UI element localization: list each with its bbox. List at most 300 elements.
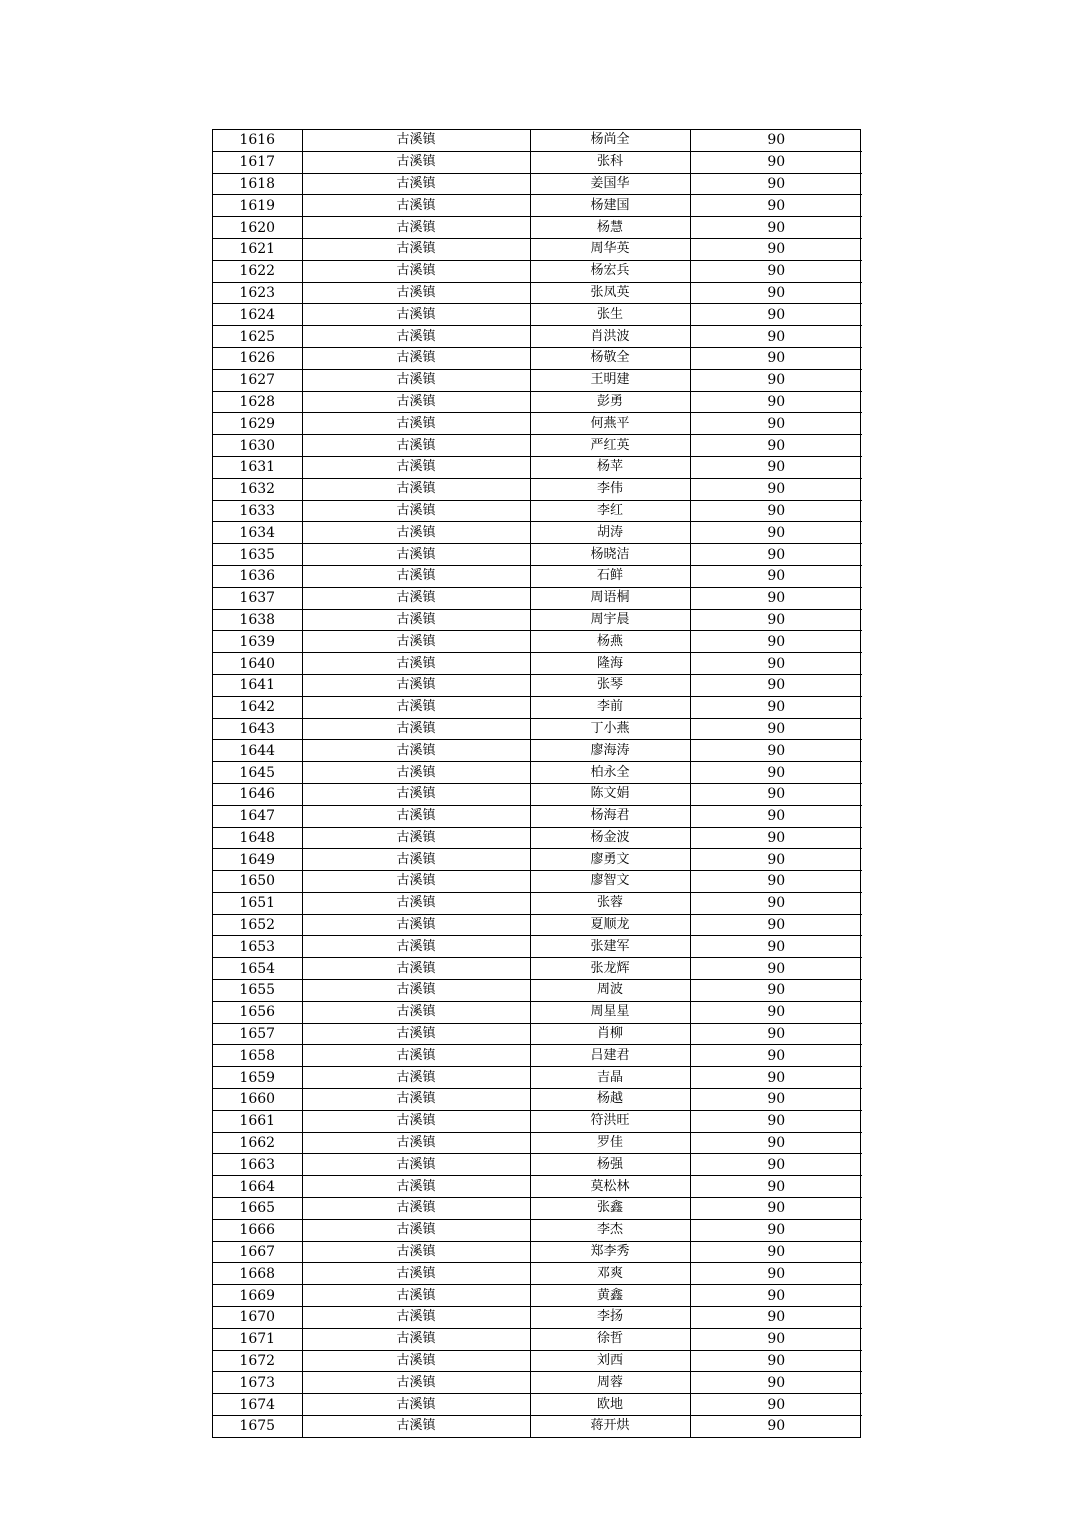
name-cell: 周宇晨 bbox=[530, 609, 690, 631]
table-row bbox=[213, 260, 862, 282]
score-cell: 90 bbox=[690, 435, 862, 457]
score-cell: 90 bbox=[690, 1328, 862, 1350]
score-cell: 90 bbox=[690, 391, 862, 413]
name-cell: 李红 bbox=[530, 500, 690, 522]
row-number-cell: 1635 bbox=[213, 544, 302, 566]
name-cell: 胡涛 bbox=[530, 522, 690, 544]
score-cell: 90 bbox=[690, 718, 862, 740]
row-number-cell: 1669 bbox=[213, 1285, 302, 1307]
town-cell: 古溪镇 bbox=[302, 1350, 530, 1372]
score-cell: 90 bbox=[690, 1154, 862, 1176]
table-row bbox=[213, 1154, 862, 1176]
town-cell: 古溪镇 bbox=[302, 914, 530, 936]
score-cell: 90 bbox=[690, 1176, 862, 1198]
table-row bbox=[213, 413, 862, 435]
town-cell: 古溪镇 bbox=[302, 762, 530, 784]
name-cell: 莫松林 bbox=[530, 1176, 690, 1198]
name-cell: 刘西 bbox=[530, 1350, 690, 1372]
table-row bbox=[213, 1001, 862, 1023]
row-number-cell: 1637 bbox=[213, 587, 302, 609]
row-number-cell: 1646 bbox=[213, 783, 302, 805]
table-row bbox=[213, 805, 862, 827]
town-cell: 古溪镇 bbox=[302, 478, 530, 500]
row-number-cell: 1661 bbox=[213, 1110, 302, 1132]
row-number-cell: 1670 bbox=[213, 1307, 302, 1329]
table-row bbox=[213, 435, 862, 457]
table-row bbox=[213, 653, 862, 675]
row-number-cell: 1616 bbox=[213, 130, 302, 151]
score-cell: 90 bbox=[690, 849, 862, 871]
row-number-cell: 1655 bbox=[213, 980, 302, 1002]
table-row bbox=[213, 326, 862, 348]
town-cell: 古溪镇 bbox=[302, 130, 530, 151]
table-row bbox=[213, 1132, 862, 1154]
town-cell: 古溪镇 bbox=[302, 413, 530, 435]
row-number-cell: 1651 bbox=[213, 892, 302, 914]
town-cell: 古溪镇 bbox=[302, 435, 530, 457]
score-cell: 90 bbox=[690, 871, 862, 893]
town-cell: 古溪镇 bbox=[302, 936, 530, 958]
row-number-cell: 1634 bbox=[213, 522, 302, 544]
town-cell: 古溪镇 bbox=[302, 696, 530, 718]
name-cell: 李扬 bbox=[530, 1307, 690, 1329]
score-cell: 90 bbox=[690, 653, 862, 675]
town-cell: 古溪镇 bbox=[302, 1110, 530, 1132]
name-cell: 丁小燕 bbox=[530, 718, 690, 740]
table-row bbox=[213, 173, 862, 195]
row-number-cell: 1621 bbox=[213, 238, 302, 260]
score-cell: 90 bbox=[690, 980, 862, 1002]
score-cell: 90 bbox=[690, 1001, 862, 1023]
town-cell: 古溪镇 bbox=[302, 565, 530, 587]
town-cell: 古溪镇 bbox=[302, 369, 530, 391]
table-row bbox=[213, 1198, 862, 1220]
name-cell: 杨苹 bbox=[530, 456, 690, 478]
score-cell: 90 bbox=[690, 544, 862, 566]
table-row bbox=[213, 391, 862, 413]
table-row bbox=[213, 1089, 862, 1111]
name-cell: 黄鑫 bbox=[530, 1285, 690, 1307]
table-row bbox=[213, 914, 862, 936]
name-cell: 张蓉 bbox=[530, 892, 690, 914]
table-row bbox=[213, 238, 862, 260]
row-number-cell: 1641 bbox=[213, 674, 302, 696]
score-cell: 90 bbox=[690, 631, 862, 653]
town-cell: 古溪镇 bbox=[302, 456, 530, 478]
table-row bbox=[213, 871, 862, 893]
table-row bbox=[213, 1067, 862, 1089]
name-cell: 廖勇文 bbox=[530, 849, 690, 871]
score-cell: 90 bbox=[690, 805, 862, 827]
table-row bbox=[213, 762, 862, 784]
score-cell: 90 bbox=[690, 1089, 862, 1111]
row-number-cell: 1629 bbox=[213, 413, 302, 435]
score-cell: 90 bbox=[690, 238, 862, 260]
row-number-cell: 1653 bbox=[213, 936, 302, 958]
score-cell: 90 bbox=[690, 217, 862, 239]
score-cell: 90 bbox=[690, 304, 862, 326]
table-row bbox=[213, 1328, 862, 1350]
score-cell: 90 bbox=[690, 478, 862, 500]
row-number-cell: 1622 bbox=[213, 260, 302, 282]
name-cell: 李前 bbox=[530, 696, 690, 718]
name-cell: 邓爽 bbox=[530, 1263, 690, 1285]
name-cell: 张鑫 bbox=[530, 1198, 690, 1220]
name-cell: 廖海涛 bbox=[530, 740, 690, 762]
row-number-cell: 1639 bbox=[213, 631, 302, 653]
name-cell: 周星星 bbox=[530, 1001, 690, 1023]
town-cell: 古溪镇 bbox=[302, 587, 530, 609]
row-number-cell: 1647 bbox=[213, 805, 302, 827]
table-row bbox=[213, 217, 862, 239]
table-row bbox=[213, 631, 862, 653]
town-cell: 古溪镇 bbox=[302, 195, 530, 217]
name-cell: 杨晓洁 bbox=[530, 544, 690, 566]
table-row bbox=[213, 1372, 862, 1394]
row-number-cell: 1630 bbox=[213, 435, 302, 457]
score-cell: 90 bbox=[690, 1132, 862, 1154]
town-cell: 古溪镇 bbox=[302, 783, 530, 805]
score-cell: 90 bbox=[690, 1350, 862, 1372]
name-cell: 吕建君 bbox=[530, 1045, 690, 1067]
table-row bbox=[213, 980, 862, 1002]
town-cell: 古溪镇 bbox=[302, 1001, 530, 1023]
table-row bbox=[213, 958, 862, 980]
row-number-cell: 1638 bbox=[213, 609, 302, 631]
row-number-cell: 1623 bbox=[213, 282, 302, 304]
town-cell: 古溪镇 bbox=[302, 653, 530, 675]
score-cell: 90 bbox=[690, 587, 862, 609]
name-cell: 周波 bbox=[530, 980, 690, 1002]
row-number-cell: 1627 bbox=[213, 369, 302, 391]
row-number-cell: 1618 bbox=[213, 173, 302, 195]
name-cell: 严红英 bbox=[530, 435, 690, 457]
score-cell: 90 bbox=[690, 696, 862, 718]
name-cell: 杨金波 bbox=[530, 827, 690, 849]
score-cell: 90 bbox=[690, 936, 862, 958]
name-cell: 杨建国 bbox=[530, 195, 690, 217]
score-cell: 90 bbox=[690, 609, 862, 631]
row-number-cell: 1642 bbox=[213, 696, 302, 718]
table-row bbox=[213, 718, 862, 740]
score-cell: 90 bbox=[690, 413, 862, 435]
score-cell: 90 bbox=[690, 1198, 862, 1220]
row-number-cell: 1626 bbox=[213, 347, 302, 369]
town-cell: 古溪镇 bbox=[302, 326, 530, 348]
row-number-cell: 1656 bbox=[213, 1001, 302, 1023]
table-row bbox=[213, 347, 862, 369]
town-cell: 古溪镇 bbox=[302, 1176, 530, 1198]
table-row bbox=[213, 1110, 862, 1132]
name-cell: 隆海 bbox=[530, 653, 690, 675]
score-cell: 90 bbox=[690, 130, 862, 151]
table-row bbox=[213, 151, 862, 173]
name-cell: 张龙辉 bbox=[530, 958, 690, 980]
town-cell: 古溪镇 bbox=[302, 173, 530, 195]
score-cell: 90 bbox=[690, 326, 862, 348]
row-number-cell: 1625 bbox=[213, 326, 302, 348]
town-cell: 古溪镇 bbox=[302, 849, 530, 871]
row-number-cell: 1667 bbox=[213, 1241, 302, 1263]
town-cell: 古溪镇 bbox=[302, 304, 530, 326]
name-cell: 杨燕 bbox=[530, 631, 690, 653]
roster-table bbox=[212, 129, 861, 1438]
score-cell: 90 bbox=[690, 1219, 862, 1241]
name-cell: 罗佳 bbox=[530, 1132, 690, 1154]
score-cell: 90 bbox=[690, 1307, 862, 1329]
score-cell: 90 bbox=[690, 1285, 862, 1307]
table-row bbox=[213, 1263, 862, 1285]
town-cell: 古溪镇 bbox=[302, 217, 530, 239]
name-cell: 杨越 bbox=[530, 1089, 690, 1111]
table-row bbox=[213, 740, 862, 762]
table-row bbox=[213, 1350, 862, 1372]
table-row bbox=[213, 783, 862, 805]
row-number-cell: 1662 bbox=[213, 1132, 302, 1154]
row-number-cell: 1674 bbox=[213, 1394, 302, 1416]
row-number-cell: 1671 bbox=[213, 1328, 302, 1350]
name-cell: 肖柳 bbox=[530, 1023, 690, 1045]
score-cell: 90 bbox=[690, 783, 862, 805]
score-cell: 90 bbox=[690, 456, 862, 478]
table-row bbox=[213, 892, 862, 914]
score-cell: 90 bbox=[690, 347, 862, 369]
town-cell: 古溪镇 bbox=[302, 544, 530, 566]
town-cell: 古溪镇 bbox=[302, 1023, 530, 1045]
name-cell: 杨强 bbox=[530, 1154, 690, 1176]
table-row bbox=[213, 936, 862, 958]
score-cell: 90 bbox=[690, 565, 862, 587]
town-cell: 古溪镇 bbox=[302, 609, 530, 631]
town-cell: 古溪镇 bbox=[302, 391, 530, 413]
row-number-cell: 1650 bbox=[213, 871, 302, 893]
town-cell: 古溪镇 bbox=[302, 1241, 530, 1263]
name-cell: 张科 bbox=[530, 151, 690, 173]
town-cell: 古溪镇 bbox=[302, 958, 530, 980]
score-cell: 90 bbox=[690, 1110, 862, 1132]
score-cell: 90 bbox=[690, 173, 862, 195]
score-cell: 90 bbox=[690, 1263, 862, 1285]
score-cell: 90 bbox=[690, 282, 862, 304]
town-cell: 古溪镇 bbox=[302, 238, 530, 260]
row-number-cell: 1658 bbox=[213, 1045, 302, 1067]
name-cell: 王明建 bbox=[530, 369, 690, 391]
row-number-cell: 1654 bbox=[213, 958, 302, 980]
name-cell: 张建军 bbox=[530, 936, 690, 958]
row-number-cell: 1665 bbox=[213, 1198, 302, 1220]
row-number-cell: 1660 bbox=[213, 1089, 302, 1111]
table-row bbox=[213, 1241, 862, 1263]
row-number-cell: 1628 bbox=[213, 391, 302, 413]
name-cell: 何燕平 bbox=[530, 413, 690, 435]
name-cell: 吉晶 bbox=[530, 1067, 690, 1089]
name-cell: 张生 bbox=[530, 304, 690, 326]
table-row bbox=[213, 827, 862, 849]
score-cell: 90 bbox=[690, 369, 862, 391]
name-cell: 郑李秀 bbox=[530, 1241, 690, 1263]
town-cell: 古溪镇 bbox=[302, 674, 530, 696]
score-cell: 90 bbox=[690, 260, 862, 282]
name-cell: 肖洪波 bbox=[530, 326, 690, 348]
table-row bbox=[213, 456, 862, 478]
table-row bbox=[213, 696, 862, 718]
score-cell: 90 bbox=[690, 1067, 862, 1089]
name-cell: 杨海君 bbox=[530, 805, 690, 827]
town-cell: 古溪镇 bbox=[302, 805, 530, 827]
row-number-cell: 1645 bbox=[213, 762, 302, 784]
town-cell: 古溪镇 bbox=[302, 282, 530, 304]
name-cell: 廖智文 bbox=[530, 871, 690, 893]
name-cell: 周蓉 bbox=[530, 1372, 690, 1394]
name-cell: 杨尚全 bbox=[530, 130, 690, 151]
table-row bbox=[213, 478, 862, 500]
table-row bbox=[213, 369, 862, 391]
score-cell: 90 bbox=[690, 1023, 862, 1045]
row-number-cell: 1617 bbox=[213, 151, 302, 173]
table-row bbox=[213, 1045, 862, 1067]
name-cell: 石鲜 bbox=[530, 565, 690, 587]
town-cell: 古溪镇 bbox=[302, 1372, 530, 1394]
table-row bbox=[213, 1023, 862, 1045]
name-cell: 李杰 bbox=[530, 1219, 690, 1241]
table-row bbox=[213, 1416, 862, 1437]
town-cell: 古溪镇 bbox=[302, 1394, 530, 1416]
table-row bbox=[213, 500, 862, 522]
town-cell: 古溪镇 bbox=[302, 892, 530, 914]
town-cell: 古溪镇 bbox=[302, 1307, 530, 1329]
row-number-cell: 1666 bbox=[213, 1219, 302, 1241]
town-cell: 古溪镇 bbox=[302, 151, 530, 173]
town-cell: 古溪镇 bbox=[302, 347, 530, 369]
name-cell: 柏永全 bbox=[530, 762, 690, 784]
table-row bbox=[213, 522, 862, 544]
row-number-cell: 1619 bbox=[213, 195, 302, 217]
row-number-cell: 1663 bbox=[213, 1154, 302, 1176]
table-body bbox=[213, 130, 862, 1437]
row-number-cell: 1640 bbox=[213, 653, 302, 675]
town-cell: 古溪镇 bbox=[302, 1285, 530, 1307]
table-row bbox=[213, 304, 862, 326]
town-cell: 古溪镇 bbox=[302, 871, 530, 893]
row-number-cell: 1664 bbox=[213, 1176, 302, 1198]
score-cell: 90 bbox=[690, 674, 862, 696]
town-cell: 古溪镇 bbox=[302, 980, 530, 1002]
score-cell: 90 bbox=[690, 914, 862, 936]
table-row bbox=[213, 849, 862, 871]
name-cell: 周华英 bbox=[530, 238, 690, 260]
score-cell: 90 bbox=[690, 1372, 862, 1394]
score-cell: 90 bbox=[690, 500, 862, 522]
score-cell: 90 bbox=[690, 740, 862, 762]
score-cell: 90 bbox=[690, 151, 862, 173]
name-cell: 彭勇 bbox=[530, 391, 690, 413]
town-cell: 古溪镇 bbox=[302, 1263, 530, 1285]
row-number-cell: 1632 bbox=[213, 478, 302, 500]
row-number-cell: 1652 bbox=[213, 914, 302, 936]
score-cell: 90 bbox=[690, 827, 862, 849]
town-cell: 古溪镇 bbox=[302, 1045, 530, 1067]
table-row bbox=[213, 1307, 862, 1329]
table-row bbox=[213, 1394, 862, 1416]
score-cell: 90 bbox=[690, 522, 862, 544]
name-cell: 欧地 bbox=[530, 1394, 690, 1416]
town-cell: 古溪镇 bbox=[302, 827, 530, 849]
table-row bbox=[213, 1176, 862, 1198]
row-number-cell: 1657 bbox=[213, 1023, 302, 1045]
town-cell: 古溪镇 bbox=[302, 1219, 530, 1241]
row-number-cell: 1631 bbox=[213, 456, 302, 478]
name-cell: 杨敬全 bbox=[530, 347, 690, 369]
town-cell: 古溪镇 bbox=[302, 1154, 530, 1176]
row-number-cell: 1649 bbox=[213, 849, 302, 871]
score-cell: 90 bbox=[690, 1416, 862, 1437]
row-number-cell: 1644 bbox=[213, 740, 302, 762]
table-row bbox=[213, 130, 862, 151]
row-number-cell: 1643 bbox=[213, 718, 302, 740]
row-number-cell: 1659 bbox=[213, 1067, 302, 1089]
table-row bbox=[213, 1285, 862, 1307]
table-row bbox=[213, 195, 862, 217]
name-cell: 姜国华 bbox=[530, 173, 690, 195]
score-cell: 90 bbox=[690, 1394, 862, 1416]
row-number-cell: 1636 bbox=[213, 565, 302, 587]
name-cell: 张凤英 bbox=[530, 282, 690, 304]
row-number-cell: 1672 bbox=[213, 1350, 302, 1372]
row-number-cell: 1675 bbox=[213, 1416, 302, 1437]
row-number-cell: 1648 bbox=[213, 827, 302, 849]
table-row bbox=[213, 565, 862, 587]
town-cell: 古溪镇 bbox=[302, 718, 530, 740]
score-cell: 90 bbox=[690, 1045, 862, 1067]
table-row bbox=[213, 282, 862, 304]
table-row bbox=[213, 1219, 862, 1241]
town-cell: 古溪镇 bbox=[302, 522, 530, 544]
score-cell: 90 bbox=[690, 958, 862, 980]
score-cell: 90 bbox=[690, 892, 862, 914]
town-cell: 古溪镇 bbox=[302, 260, 530, 282]
table-row bbox=[213, 674, 862, 696]
name-cell: 符洪旺 bbox=[530, 1110, 690, 1132]
table-row bbox=[213, 587, 862, 609]
row-number-cell: 1673 bbox=[213, 1372, 302, 1394]
table-row bbox=[213, 544, 862, 566]
name-cell: 李伟 bbox=[530, 478, 690, 500]
town-cell: 古溪镇 bbox=[302, 500, 530, 522]
row-number-cell: 1620 bbox=[213, 217, 302, 239]
name-cell: 杨慧 bbox=[530, 217, 690, 239]
name-cell: 张琴 bbox=[530, 674, 690, 696]
town-cell: 古溪镇 bbox=[302, 1089, 530, 1111]
name-cell: 夏顺龙 bbox=[530, 914, 690, 936]
score-cell: 90 bbox=[690, 1241, 862, 1263]
name-cell: 陈文娟 bbox=[530, 783, 690, 805]
town-cell: 古溪镇 bbox=[302, 1328, 530, 1350]
town-cell: 古溪镇 bbox=[302, 631, 530, 653]
row-number-cell: 1668 bbox=[213, 1263, 302, 1285]
table-row bbox=[213, 609, 862, 631]
name-cell: 杨宏兵 bbox=[530, 260, 690, 282]
row-number-cell: 1624 bbox=[213, 304, 302, 326]
town-cell: 古溪镇 bbox=[302, 740, 530, 762]
town-cell: 古溪镇 bbox=[302, 1416, 530, 1437]
score-cell: 90 bbox=[690, 762, 862, 784]
town-cell: 古溪镇 bbox=[302, 1132, 530, 1154]
name-cell: 徐哲 bbox=[530, 1328, 690, 1350]
town-cell: 古溪镇 bbox=[302, 1067, 530, 1089]
row-number-cell: 1633 bbox=[213, 500, 302, 522]
score-cell: 90 bbox=[690, 195, 862, 217]
town-cell: 古溪镇 bbox=[302, 1198, 530, 1220]
